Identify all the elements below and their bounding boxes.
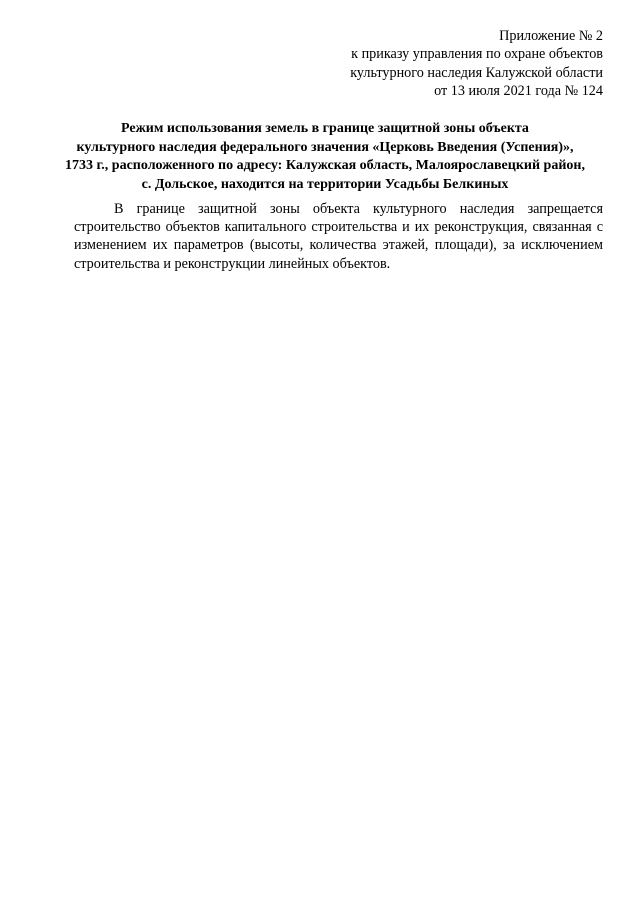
appendix-order-reference: к приказу управления по охране объектов (351, 46, 603, 63)
appendix-header (183, 27, 603, 100)
paragraph-line: строительство объектов капитального строительства и их реконструкция, связанная с (74, 219, 603, 236)
document-title (60, 120, 590, 194)
paragraph-line: изменением их параметров (высоты, количества этажей, площади), за исключением (74, 237, 603, 254)
appendix-number: Приложение № 2 (499, 28, 603, 44)
title-line: Режим использования земель в границе защитной зоны объекта (121, 121, 529, 136)
title-line: 1733 г., расположенного по адресу: Калужская область, Малоярославецкий район, (65, 158, 585, 174)
appendix-date: от 13 июля 2021 года № 124 (434, 82, 603, 99)
paragraph-line: В границе защитной зоны объекта культурного наследия запрещается (114, 201, 603, 217)
title-line: культурного наследия федерального значения «Церковь Введения (Успения)», (76, 139, 574, 155)
appendix-authority: культурного наследия Калужской области (350, 64, 603, 81)
body-paragraph (74, 200, 603, 273)
title-line: с. Дольское, находится на территории Усадьбы Белкиных (141, 176, 509, 192)
paragraph-line: строительства и реконструкции линейных объектов. (74, 255, 391, 272)
